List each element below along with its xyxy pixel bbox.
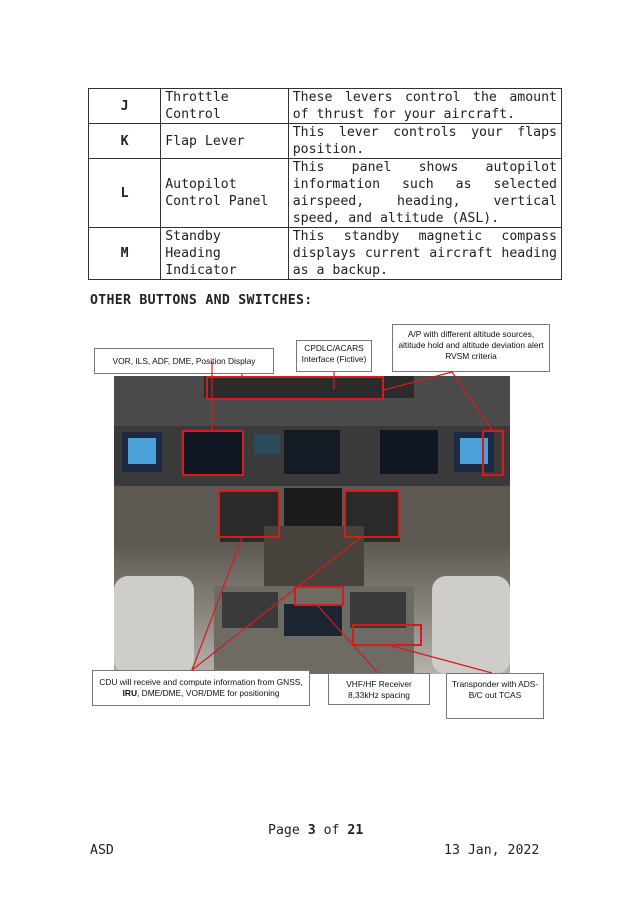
row-code: J bbox=[89, 89, 161, 124]
row-description: This panel shows autopilot information such as selected airspeed, heading, vertical speed, and altitude (ASL). bbox=[288, 159, 561, 228]
table-row bbox=[89, 159, 562, 228]
row-description: This lever controls your flaps position. bbox=[288, 124, 561, 159]
table-row bbox=[89, 228, 562, 280]
row-name: Flap Lever bbox=[161, 124, 288, 159]
cockpit-figure bbox=[92, 316, 554, 724]
autopilot-callout: A/P with different altitude sources, altitude hold and altitude deviation alert RVSM criteria bbox=[392, 324, 550, 372]
row-code: L bbox=[89, 159, 161, 228]
highlight-vhf bbox=[294, 586, 344, 606]
row-name: Autopilot Control Panel bbox=[161, 159, 288, 228]
highlight-right-standby bbox=[482, 430, 504, 476]
transponder-callout: Transponder with ADS-B/C out TCAS bbox=[446, 673, 544, 719]
cdu-callout bbox=[92, 670, 310, 706]
row-code: K bbox=[89, 124, 161, 159]
highlight-left-nd bbox=[182, 430, 244, 476]
page-prefix: Page bbox=[268, 823, 308, 838]
page-number bbox=[268, 823, 363, 838]
highlight-glareshield bbox=[206, 376, 384, 400]
highlight-transponder bbox=[352, 624, 422, 646]
cpdlc-callout: CPDLC/ACARS Interface (Fictive) bbox=[296, 340, 372, 372]
cdu-text-pre: CDU will receive and compute information from GNSS, bbox=[99, 677, 303, 687]
page-mid: of bbox=[315, 823, 348, 838]
page-current: 3 bbox=[307, 823, 316, 838]
vhf-callout: VHF/HF Receiver 8,33kHz spacing bbox=[328, 673, 430, 705]
table-row bbox=[89, 124, 562, 159]
highlight-left-cdu bbox=[218, 490, 280, 538]
aircraft-controls-table bbox=[88, 88, 562, 280]
row-code: M bbox=[89, 228, 161, 280]
row-name: Throttle Control bbox=[161, 89, 288, 124]
highlight-right-cdu bbox=[344, 490, 400, 538]
footer-date: 13 Jan, 2022 bbox=[444, 843, 540, 858]
row-description: These levers control the amount of thrust for your aircraft. bbox=[288, 89, 561, 124]
row-description: This standby magnetic compass displays current aircraft heading as a backup. bbox=[288, 228, 561, 280]
table-row bbox=[89, 89, 562, 124]
section-title: OTHER BUTTONS AND SWITCHES: bbox=[90, 293, 313, 308]
row-name: Standby Heading Indicator bbox=[161, 228, 288, 280]
vor-ils-callout: VOR, ILS, ADF, DME, Position Display bbox=[94, 348, 274, 374]
cockpit-illustration bbox=[114, 376, 510, 674]
footer-author: ASD bbox=[90, 843, 114, 858]
cdu-text-post: , DME/DME, VOR/DME for positioning bbox=[137, 688, 280, 698]
cockpit-photo bbox=[114, 376, 510, 674]
cdu-text-bold: IRU bbox=[122, 688, 137, 698]
page-total: 21 bbox=[347, 823, 364, 838]
